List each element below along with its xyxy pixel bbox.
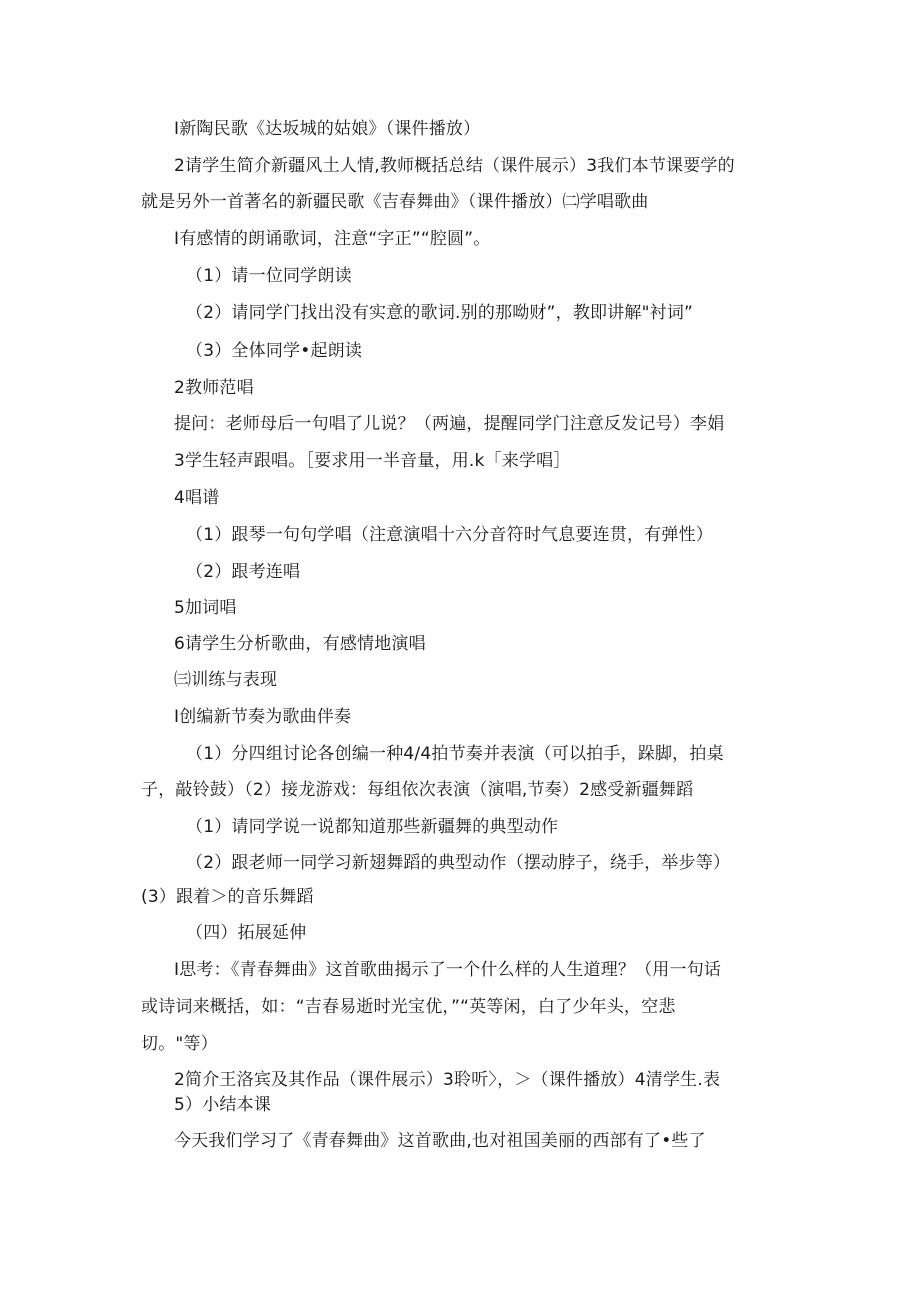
text-line: (3）跟着＞的音乐舞蹈 — [141, 887, 314, 907]
text-line: 提问：老师母后一句唱了儿说？（两遍，提醒同学门注意反发记号）李娟 — [174, 414, 725, 434]
text-line: 5）小结本课 — [174, 1095, 272, 1115]
text-line: （1）跟琴一句句学唱（注意演唱十六分音符时气息要连贯，有弹性） — [186, 525, 714, 545]
text-line: 2简介王洛宾及其作品（课件展示）3聆听〉，＞（课件播放）4清学生.表 — [174, 1070, 721, 1090]
text-line: （2）跟考连唱 — [186, 562, 301, 582]
text-line: I创编新节奏为歌曲伴奏 — [174, 707, 352, 727]
text-line: （1）请一位同学朗读 — [186, 266, 352, 286]
text-line: （2）请同学门找出没有实意的歌词.别的那呦财”，教即讲解"衬词” — [186, 303, 694, 323]
text-line: 切。"等） — [141, 1034, 218, 1054]
text-line: （2）跟老师一同学习新翅舞蹈的典型动作（摆动脖子，绕手，举步等） — [186, 853, 731, 873]
text-line: 6请学生分析歌曲，有感情地演唱 — [174, 634, 426, 654]
text-line: 子，敲铃鼓）（2）接龙游戏：每组依次表演（演唱,节奏）2感受新疆舞蹈 — [141, 780, 694, 800]
text-line: （四）拓展延伸 — [186, 923, 307, 943]
text-line: 今天我们学习了《青春舞曲》这首歌曲,也对祖国美丽的西部有了•些了 — [174, 1131, 706, 1151]
text-line: I思考：《青春舞曲》这首歌曲揭示了一个什么样的人生道理？（用一句话 — [174, 960, 722, 980]
text-line: （3）全体同学•起朗读 — [186, 341, 363, 361]
text-line: （1）分四组讨论各创编一种4/4拍节奏并表演（可以拍手，跺脚，拍桌 — [186, 744, 724, 764]
text-line: 2教师范唱 — [174, 378, 254, 398]
text-line: （1）请同学说一说都知道那些新疆舞的典型动作 — [186, 817, 559, 837]
text-line: ㈢训练与表现 — [174, 670, 278, 690]
text-line: I有感情的朗诵歌词，注意“字正”“腔圆”。 — [174, 229, 491, 249]
text-line: 3学生轻声跟唱。［要求用一半音量，用.k「来学唱］ — [174, 451, 571, 471]
text-line: 5加词唱 — [174, 598, 237, 618]
text-line: 就是另外一首著名的新疆民歌《吉春舞曲》（课件播放）㈡学唱歌曲 — [141, 192, 649, 212]
text-line: I新陶民歌《达坂城的姑娘》（课件播放） — [174, 119, 481, 139]
text-line: 4唱谱 — [174, 488, 220, 508]
text-line: 2请学生简介新疆风土人情,教师概括总结（课件展示）3我们本节课要学的 — [174, 156, 735, 176]
text-line: 或诗词来概括，如：“吉春易逝时光宝优，”“英等闲，白了少年头，空悲 — [141, 997, 676, 1017]
